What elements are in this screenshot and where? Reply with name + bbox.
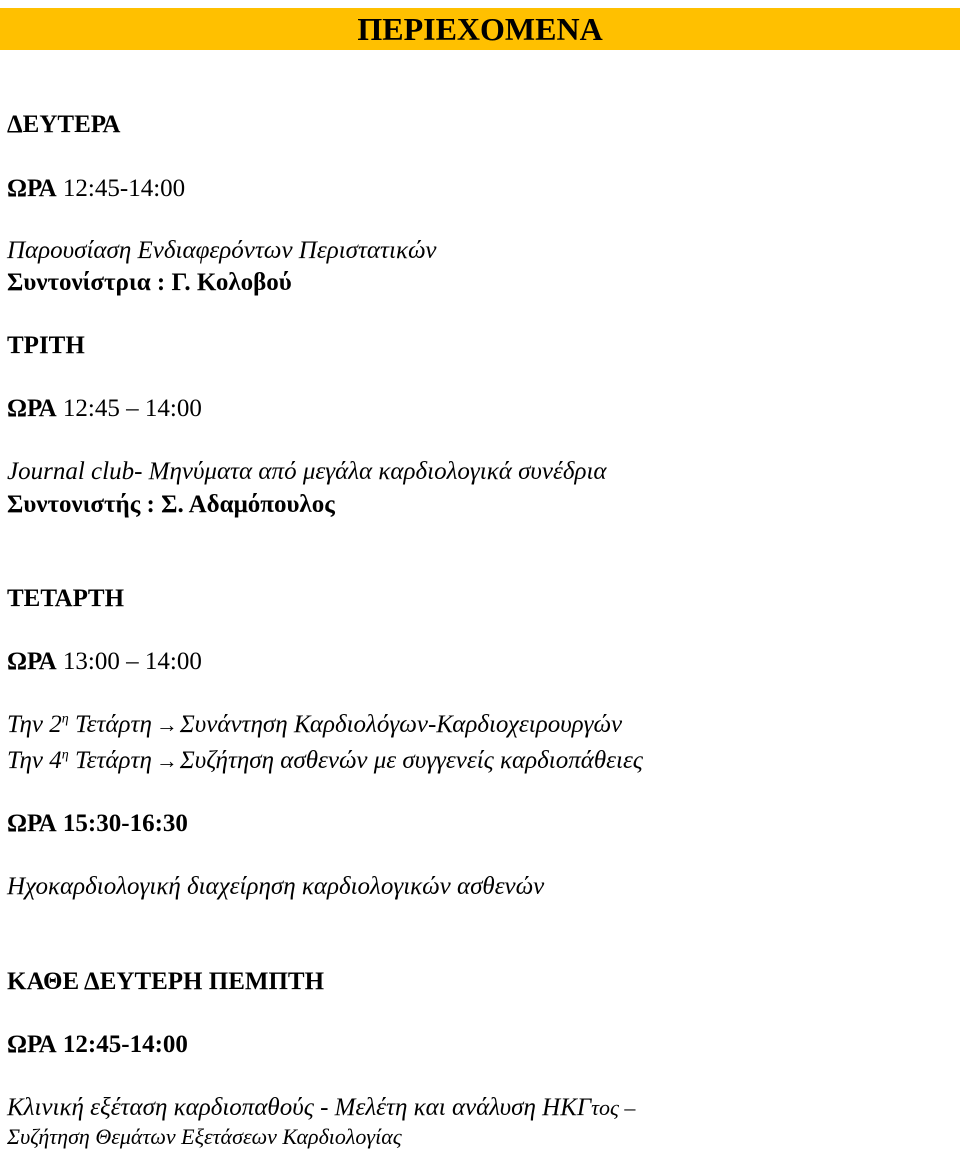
wednesday-time-1 [7,647,202,677]
wednesday-item-1-text: Συνάντηση Καρδιολόγων-Καρδιοχειρουργών [179,711,623,738]
thursday-topic-line-2: Συζήτηση Θεμάτων Εξετάσεων Καρδιολογίας [7,1124,402,1149]
wednesday-item-2-mid: Τετάρτη [68,747,152,774]
tuesday-topic: Journal club- Μηνύματα από μεγάλα καρδιολογικά συνέδρια [7,458,607,485]
wednesday-time-2-label: ΩΡΑ [7,810,57,837]
monday-time [7,174,185,204]
tuesday-heading: ΤΡΙΤΗ [7,332,85,359]
tuesday-time [7,394,202,424]
tuesday-coordinator: Συντονιστής : Σ. Αδαμόπουλος [7,491,335,518]
thursday-time [7,1030,188,1060]
thursday-heading: ΚΑΘΕ ΔΕΥΤΕΡΗ ΠΕΜΠΤΗ [7,968,325,995]
wednesday-item-2-text: Συζήτηση ασθενών με συγγενείς καρδιοπάθειες [179,747,643,774]
wednesday-item-1-prefix: Την 2 [7,711,62,738]
thursday-time-value: 12:45-14:00 [62,1031,188,1058]
arrow-right-icon: → [155,748,178,773]
thursday-topic-part-c: τος – [591,1095,636,1120]
wednesday-item-2-prefix: Την 4 [7,747,62,774]
monday-heading: ΔΕΥΤΕΡΑ [7,111,121,138]
wednesday-topic-2: Ηχοκαρδιολογική διαχείρηση καρδιολογικών ασθενών [7,873,545,900]
wednesday-item-1-sup: η [61,711,69,727]
thursday-topic-part-b: Μελέτη και ανάλυση ΗΚΓ [334,1094,592,1121]
thursday-topic-line-1 [7,1093,635,1123]
monday-time-label: ΩΡΑ [7,175,57,202]
wednesday-item-2 [7,746,643,776]
wednesday-heading: ΤΕΤΑΡΤΗ [7,585,125,612]
monday-topic: Παρουσίαση Ενδιαφερόντων Περιστατικών [7,237,437,264]
thursday-topic-part-a: Κλινική εξέταση καρδιοπαθούς - [7,1094,335,1121]
wednesday-time-1-label: ΩΡΑ [7,648,57,675]
wednesday-time-1-value: 13:00 – 14:00 [62,648,202,675]
wednesday-time-2-value: 15:30-16:30 [62,810,188,837]
wednesday-time-2 [7,809,188,839]
monday-time-value: 12:45-14:00 [62,175,186,202]
wednesday-item-1-mid: Τετάρτη [68,711,152,738]
tuesday-time-label: ΩΡΑ [7,395,57,422]
wednesday-item-1 [7,710,622,740]
thursday-time-label: ΩΡΑ [7,1031,57,1058]
page-title: ΠΕΡΙΕΧΟΜΕΝΑ [0,8,960,50]
tuesday-time-value: 12:45 – 14:00 [62,395,202,422]
monday-coordinator: Συντονίστρια : Γ. Κολοβού [7,269,292,296]
arrow-right-icon: → [155,712,178,737]
wednesday-item-2-sup: η [61,747,69,763]
